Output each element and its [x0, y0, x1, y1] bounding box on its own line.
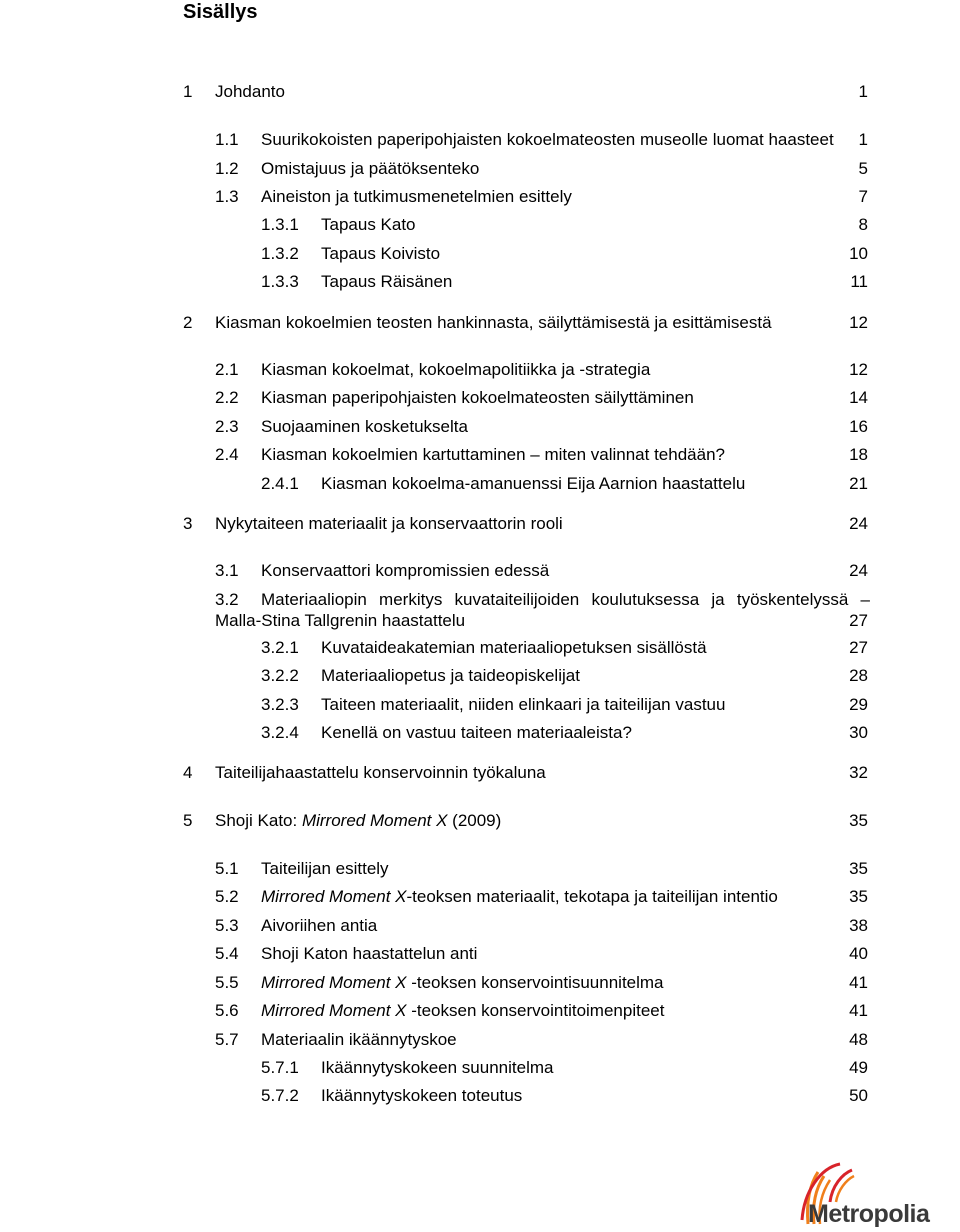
toc-page: 35 — [849, 859, 868, 878]
toc-number: 2.2 — [215, 388, 239, 407]
toc-entry[interactable] — [0, 512, 960, 536]
toc-entry[interactable] — [0, 636, 960, 660]
toc-title: Taiteilijahaastattelu konservoinnin työkaluna — [215, 763, 546, 782]
toc-number: 1.3 — [215, 187, 239, 206]
toc-entry[interactable] — [0, 415, 960, 439]
toc-number: 3.2.1 — [261, 638, 299, 657]
toc-title: Taiteen materiaalit, niiden elinkaari ja taiteilijan vastuu — [321, 695, 726, 714]
toc-title: Shoji Katon haastattelun anti — [261, 944, 478, 963]
toc-title: Nykytaiteen materiaalit ja konservaattorin rooli — [215, 514, 563, 533]
toc-page: 29 — [849, 695, 868, 714]
toc-number: 5.7 — [215, 1030, 239, 1049]
artwork-title: Mirrored Moment X — [301, 811, 448, 830]
toc-number: 1.3.3 — [261, 272, 299, 291]
toc-page: 27 — [849, 638, 868, 657]
toc-number: 1.3.1 — [261, 215, 299, 234]
toc-number: 5 — [183, 811, 193, 830]
toc-entry[interactable] — [0, 386, 960, 410]
metropolia-logo-text: Metropolia — [808, 1200, 930, 1228]
toc-title: Tapaus Koivisto — [321, 244, 441, 263]
toc-title: Ikäännytyskokeen suunnitelma — [321, 1058, 554, 1077]
toc-title: Kiasman kokoelma-amanuenssi Eija Aarnion haastattelu — [321, 474, 746, 493]
toc-number: 3.2.4 — [261, 723, 299, 742]
toc-title: Kiasman kokoelmien kartuttaminen – miten valinnat tehdään? — [261, 445, 725, 464]
toc-number: 2.1 — [215, 360, 239, 379]
toc-page: 40 — [849, 944, 868, 963]
toc-title: Suojaaminen kosketukselta — [261, 417, 468, 436]
toc-page: 18 — [849, 445, 868, 464]
toc-page: 14 — [849, 388, 868, 407]
toc-entry[interactable] — [0, 157, 960, 181]
toc-page: 10 — [849, 244, 868, 263]
toc-number: 5.7.2 — [261, 1086, 299, 1105]
toc-title — [261, 999, 664, 1023]
toc-entry[interactable] — [0, 242, 960, 266]
toc-number: 5.3 — [215, 916, 239, 935]
toc-page: 16 — [849, 417, 868, 436]
toc-number: 3.1 — [215, 561, 239, 580]
toc-number: 2.3 — [215, 417, 239, 436]
toc-number: 5.5 — [215, 973, 239, 992]
toc-number: 1.1 — [215, 130, 239, 149]
toc-page: 48 — [849, 1030, 868, 1049]
toc-title: Kiasman kokoelmat, kokoelmapolitiikka ja -strategia — [261, 360, 651, 379]
toc-title: Ikäännytyskokeen toteutus — [321, 1086, 523, 1105]
toc-title: Konservaattori kompromissien edessä — [261, 561, 550, 580]
toc-number: 3 — [183, 514, 193, 533]
toc-page: 21 — [849, 474, 868, 493]
toc-entry[interactable] — [0, 809, 960, 833]
toc-entry[interactable] — [0, 693, 960, 717]
toc-entry[interactable] — [0, 185, 960, 209]
toc-entry[interactable] — [0, 472, 960, 496]
toc-page: 27 — [849, 611, 868, 630]
toc-title: Kenellä on vastuu taiteen materiaaleista? — [321, 723, 632, 742]
toc-title-part: (2009) — [447, 811, 502, 830]
toc-page: 12 — [849, 360, 868, 379]
toc-title-part: -teoksen konservointisuunnitelma — [406, 973, 664, 992]
toc-entry[interactable] — [0, 213, 960, 237]
toc-title: Aivoriihen antia — [261, 916, 378, 935]
toc-title-continued: Malla-Stina Tallgrenin haastattelu — [215, 611, 466, 630]
toc-title: Taiteilijan esittely — [261, 859, 389, 878]
toc-number: 4 — [183, 763, 193, 782]
toc-title: Tapaus Kato — [321, 215, 416, 234]
toc-entry[interactable] — [0, 1028, 960, 1052]
toc-page: 5 — [858, 159, 868, 178]
toc-page: 1 — [858, 130, 868, 149]
toc-entry[interactable] — [0, 857, 960, 881]
toc-page: 24 — [849, 561, 868, 580]
toc-title-part: Shoji Kato: — [215, 811, 302, 830]
toc-entry[interactable] — [0, 942, 960, 966]
toc-entry[interactable] — [0, 270, 960, 294]
toc-entry[interactable] — [0, 311, 960, 335]
toc-title-part: -teoksen materiaalit, tekotapa ja taiteilijan intentio — [406, 887, 778, 906]
toc-page: 1 — [858, 82, 868, 101]
toc-number: 5.4 — [215, 944, 239, 963]
toc-title — [261, 885, 778, 909]
toc-number: 2 — [183, 313, 193, 332]
toc-entry[interactable] — [0, 914, 960, 938]
toc-entry[interactable] — [0, 358, 960, 382]
toc-title: Materiaaliopetus ja taideopiskelijat — [321, 666, 580, 685]
toc-page: 32 — [849, 763, 868, 782]
toc-number: 3.2.2 — [261, 666, 299, 685]
toc-page: 35 — [849, 887, 868, 906]
artwork-title: Mirrored Moment X — [261, 973, 407, 992]
toc-entry[interactable] — [0, 1084, 960, 1108]
toc-page: 50 — [849, 1086, 868, 1105]
toc-page: 49 — [849, 1058, 868, 1077]
toc-number: 2.4 — [215, 445, 239, 464]
toc-number: 1.2 — [215, 159, 239, 178]
toc-number: 5.7.1 — [261, 1058, 299, 1077]
toc-title: Johdanto — [215, 82, 285, 101]
toc-page: 41 — [849, 973, 868, 992]
toc-number: 2.4.1 — [261, 474, 299, 493]
toc-number: 1.3.2 — [261, 244, 299, 263]
toc-entry[interactable] — [0, 664, 960, 688]
toc-entry[interactable] — [0, 971, 960, 995]
toc-number: 5.2 — [215, 887, 239, 906]
toc-entry[interactable] — [0, 1056, 960, 1080]
toc-number: 1 — [183, 82, 193, 101]
toc-entry[interactable] — [0, 885, 960, 909]
toc-title-part: -teoksen konservointitoimenpiteet — [406, 1001, 665, 1020]
page-title: Sisällys — [183, 1, 258, 23]
toc-number: 5.6 — [215, 1001, 239, 1020]
artwork-title: Mirrored Moment X — [261, 887, 407, 906]
toc-title — [261, 971, 664, 995]
toc-page: 28 — [849, 666, 868, 685]
toc-number: 3.2.3 — [261, 695, 299, 714]
toc-page: 30 — [849, 723, 868, 742]
toc-title: Suurikokoisten paperipohjaisten kokoelmateosten museolle luomat haasteet — [261, 130, 834, 149]
toc-page: 7 — [858, 187, 868, 206]
toc-title: Omistajuus ja päätöksenteko — [261, 159, 480, 178]
toc-number: 5.1 — [215, 859, 239, 878]
toc-entry[interactable] — [0, 761, 960, 785]
toc-page: 41 — [849, 1001, 868, 1020]
toc-title: Materiaaliopin merkitys kuvataiteilijoiden koulutuksessa ja työskentelyssä – — [261, 590, 870, 609]
toc-title: Aineiston ja tutkimusmenetelmien esittely — [261, 187, 572, 206]
toc-page: 35 — [849, 811, 868, 830]
toc-title: Kiasman kokoelmien teosten hankinnasta, säilyttämisestä ja esittämisestä — [215, 313, 772, 332]
toc-title: Tapaus Räisänen — [321, 272, 453, 291]
toc-number: 3.2 — [215, 590, 239, 609]
toc-title: Materiaalin ikäännytyskoe — [261, 1030, 457, 1049]
artwork-title: Mirrored Moment X — [261, 1001, 407, 1020]
toc-entry[interactable] — [0, 80, 960, 104]
toc-page: 38 — [849, 916, 868, 935]
toc-page: 8 — [858, 215, 868, 234]
toc-page: 12 — [849, 313, 868, 332]
toc-page: 24 — [849, 514, 868, 533]
toc-entry[interactable] — [0, 999, 960, 1023]
toc-entry[interactable] — [0, 721, 960, 745]
toc-page: 11 — [850, 272, 868, 291]
toc-entry[interactable] — [0, 559, 960, 583]
toc-title — [215, 809, 501, 833]
toc-entry[interactable] — [0, 128, 960, 152]
toc-entry[interactable] — [0, 443, 960, 467]
toc-title: Kuvataideakatemian materiaaliopetuksen sisällöstä — [321, 638, 707, 657]
toc-title: Kiasman paperipohjaisten kokoelmateosten säilyttäminen — [261, 388, 694, 407]
